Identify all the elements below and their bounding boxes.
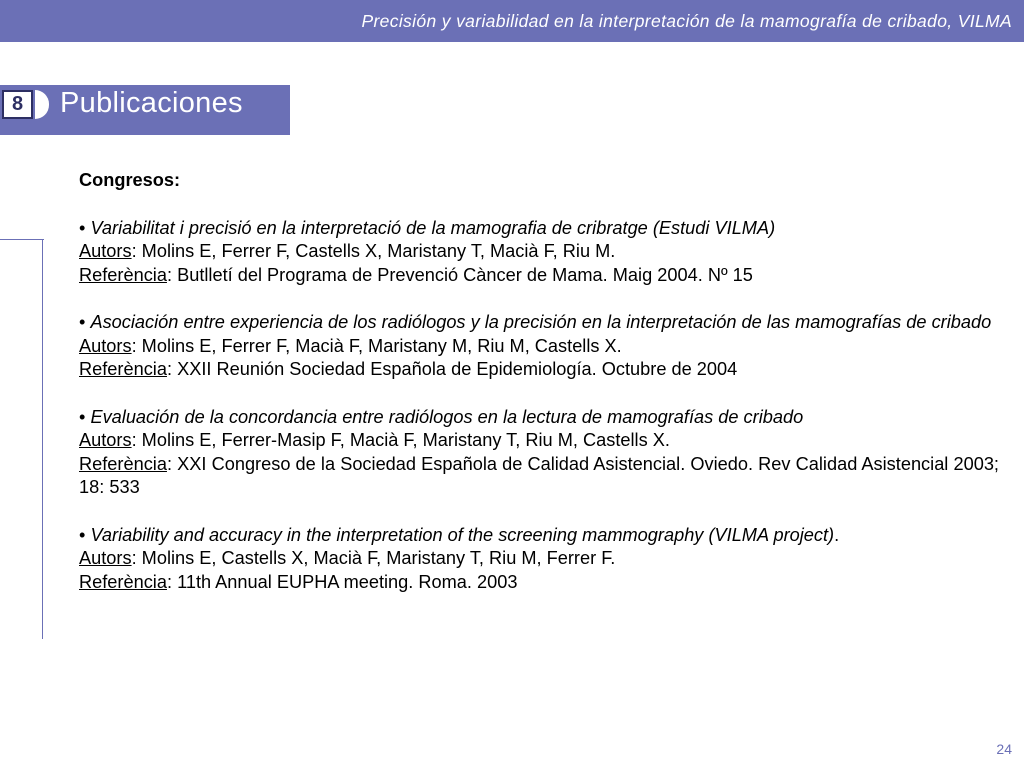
publication-entry: [79, 217, 999, 288]
publication-entry: [79, 311, 999, 382]
decorative-line-horizontal: [0, 239, 44, 240]
authors-label: Autors: [79, 241, 132, 261]
reference-label: Referència: [79, 359, 167, 379]
publication-title: Variabilitat i precisió en la interpretació de la mamografia de cribratge (Estudi VILMA): [90, 217, 776, 238]
congress-heading: Congresos:: [79, 170, 181, 190]
publications-content: [79, 169, 999, 594]
publication-title: Asociación entre experiencia de los radiólogos y la precisión en la interpretación de las mamografías de cribado: [90, 312, 992, 332]
publication-authors: : Molins E, Ferrer F, Macià F, Maristany M, Riu M, Castells X.: [131, 335, 622, 356]
reference-label: Referència: [79, 453, 167, 474]
publication-reference: : Butlletí del Programa de Prevenció Càncer de Mama. Maig 2004. Nº 15: [166, 264, 753, 285]
header-bar: [0, 0, 1024, 42]
publication-authors: : Molins E, Ferrer-Masip F, Macià F, Maristany T, Riu M, Castells X.: [131, 430, 670, 450]
publication-reference: : 11th Annual EUPHA meeting. Roma. 2003: [166, 571, 518, 592]
presentation-title: Precisión y variabilidad en la interpretación de la mamografía de cribado, VILMA: [361, 11, 1012, 31]
publication-authors: : Molins E, Ferrer F, Castells X, Maristany T, Macià F, Riu M.: [131, 241, 616, 261]
bullet-icon: •: [79, 406, 86, 427]
section-title: Publicaciones: [60, 87, 243, 119]
publication-entry: • Variability and accuracy in the interpretation of the screening mammography (VILMA project). Autors: Molins E, Castells X, Macià F, Maristany T, Riu M, Ferrer F. Referència: 11th Annual EUPHA meeting. Roma. 2003: [79, 524, 840, 592]
publication-reference: : XXI Congreso de la Sociedad Española de Calidad Asistencial. Oviedo. Rev Calidad Asistencial 2003; 18: 533: [79, 453, 999, 497]
authors-label: Autors: [79, 548, 132, 568]
section-tab-icon: [35, 90, 49, 119]
publication-title: Variability and accuracy in the interpretation of the screening mammography (VILMA project): [90, 524, 835, 545]
bullet-icon: •: [79, 217, 86, 238]
reference-label: Referència: [79, 571, 167, 592]
publication-reference: : XXII Reunión Sociedad Española de Epidemiología. Octubre de 2004: [166, 359, 738, 379]
page-number: 24: [996, 741, 1012, 757]
authors-label: Autors: [79, 335, 132, 356]
publication-authors: : Molins E, Castells X, Macià F, Maristany T, Riu M, Ferrer F.: [131, 548, 616, 568]
authors-label: Autors: [79, 430, 132, 450]
decorative-line-vertical: [42, 239, 43, 639]
section-header: [0, 85, 290, 135]
section-number-badge: 8: [2, 90, 33, 119]
reference-label: Referència: [79, 264, 167, 285]
bullet-icon: •: [79, 312, 86, 332]
publication-title: Evaluación de la concordancia entre radiólogos en la lectura de mamografías de cribado: [90, 406, 804, 427]
publication-entry: [79, 406, 999, 500]
bullet-icon: •: [79, 524, 86, 545]
